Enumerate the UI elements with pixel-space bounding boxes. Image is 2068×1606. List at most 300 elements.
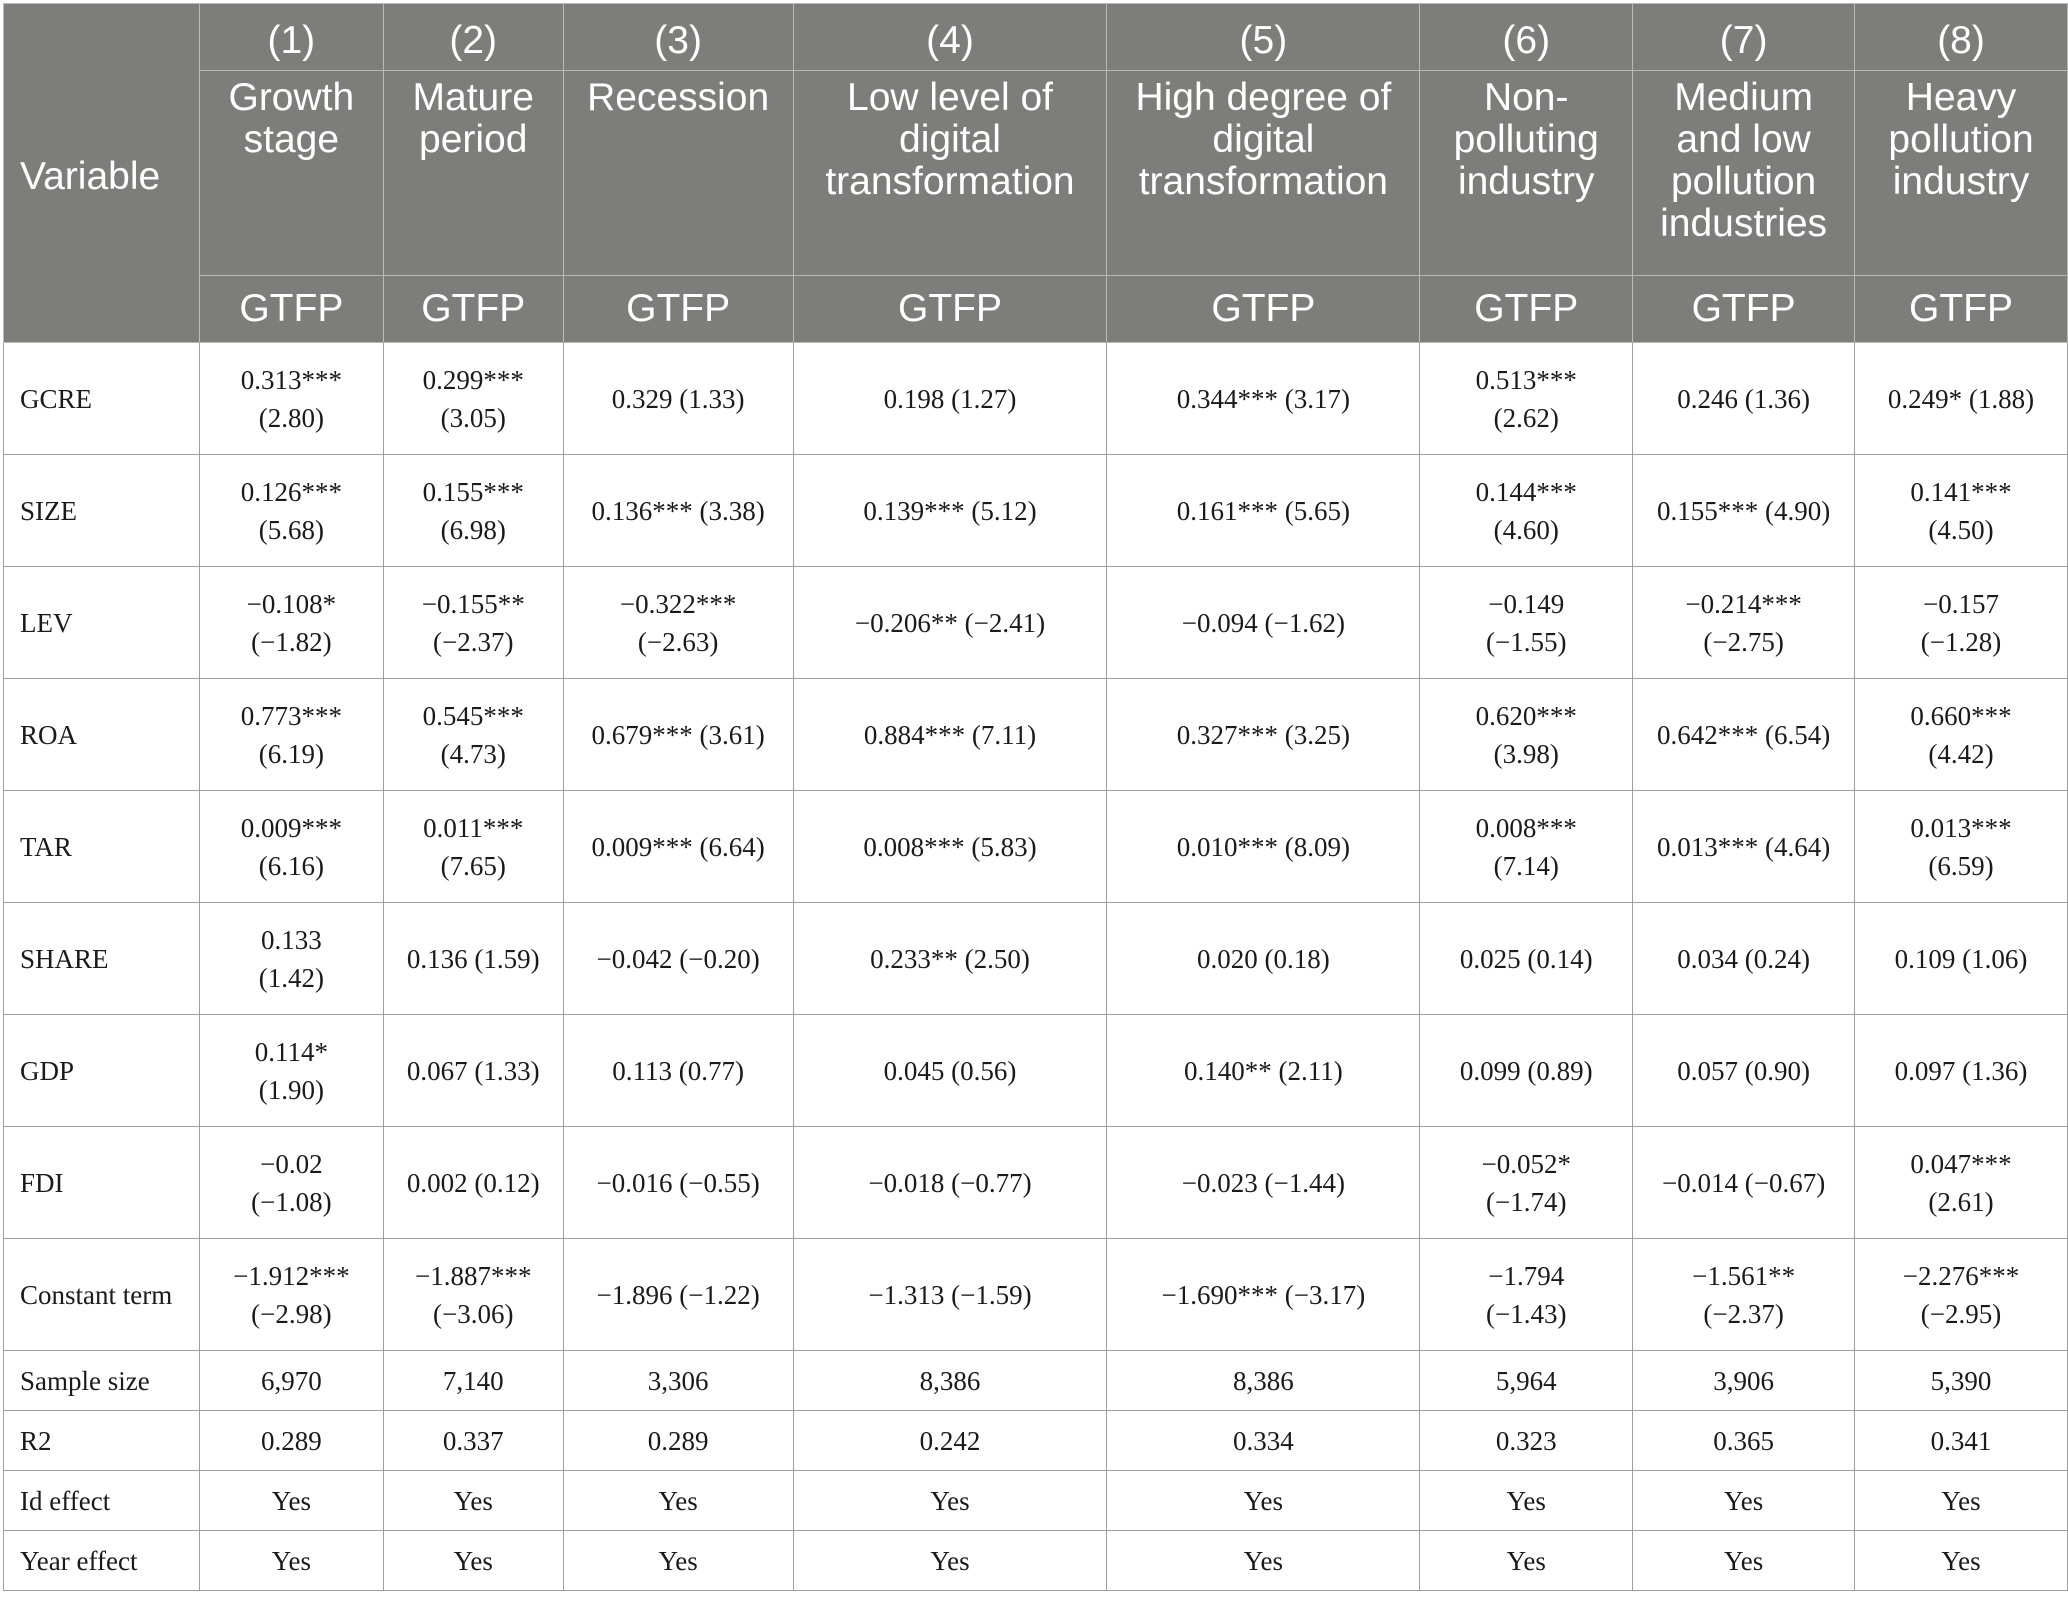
column-number: (8) bbox=[1855, 4, 2068, 71]
table-row bbox=[4, 1239, 2068, 1351]
coefficient-value: 0.057 bbox=[1677, 1055, 1738, 1086]
t-statistic: (0.89) bbox=[1527, 1055, 1593, 1086]
coefficient-cell bbox=[383, 567, 563, 679]
coefficient-cell bbox=[1107, 1015, 1420, 1127]
t-statistic: (0.77) bbox=[678, 1055, 744, 1086]
t-statistic: (4.60) bbox=[1493, 514, 1559, 545]
coefficient-cell bbox=[563, 567, 793, 679]
t-statistic: (1.36) bbox=[1744, 383, 1810, 414]
t-statistic: (6.19) bbox=[258, 738, 324, 769]
coefficient-value: 0.161*** bbox=[1176, 495, 1278, 526]
statistic-value: Yes bbox=[793, 1531, 1107, 1591]
t-statistic: (7.14) bbox=[1493, 850, 1559, 881]
t-statistic: (−1.74) bbox=[1485, 1186, 1567, 1217]
t-statistic: (3.05) bbox=[440, 402, 506, 433]
variable-name: FDI bbox=[4, 1127, 200, 1239]
t-statistic: (−3.06) bbox=[432, 1298, 514, 1329]
coefficient-cell bbox=[199, 567, 383, 679]
t-statistic: (−0.67) bbox=[1744, 1167, 1826, 1198]
coefficient-value: 0.155*** bbox=[422, 476, 524, 507]
coefficient-value: 0.034 bbox=[1677, 943, 1738, 974]
t-statistic: (4.90) bbox=[1764, 495, 1831, 526]
statistic-value: Yes bbox=[1633, 1471, 1855, 1531]
dependent-variable: GTFP bbox=[1107, 276, 1420, 343]
t-statistic: (2.61) bbox=[1928, 1186, 1994, 1217]
variable-name: TAR bbox=[4, 791, 200, 903]
t-statistic: (−2.37) bbox=[432, 626, 514, 657]
t-statistic: (1.36) bbox=[1962, 1055, 2028, 1086]
coefficient-cell bbox=[1107, 343, 1420, 455]
coefficient-cell bbox=[793, 1239, 1107, 1351]
statistic-value: 5,964 bbox=[1420, 1351, 1633, 1411]
coefficient-cell bbox=[383, 679, 563, 791]
coefficient-cell bbox=[1855, 567, 2068, 679]
t-statistic: (5.12) bbox=[971, 495, 1037, 526]
coefficient-value: 0.329 bbox=[611, 383, 673, 414]
coefficient-value: −0.149 bbox=[1488, 588, 1565, 619]
coefficient-value: 0.010*** bbox=[1176, 831, 1278, 862]
t-statistic: (2.11) bbox=[1278, 1055, 1343, 1086]
coefficient-cell bbox=[1107, 455, 1420, 567]
statistic-value: 7,140 bbox=[383, 1351, 563, 1411]
coefficient-value: 0.233** bbox=[870, 943, 958, 974]
statistic-value: 3,906 bbox=[1633, 1351, 1855, 1411]
t-statistic: (5.68) bbox=[258, 514, 324, 545]
t-statistic: (7.11) bbox=[971, 719, 1037, 750]
t-statistic: (−3.17) bbox=[1284, 1279, 1366, 1310]
t-statistic: (0.14) bbox=[1527, 943, 1593, 974]
coefficient-value: −0.042 bbox=[596, 943, 673, 974]
column-label: Mature period bbox=[383, 71, 563, 276]
coefficient-cell bbox=[199, 343, 383, 455]
column-label: Recession bbox=[563, 71, 793, 276]
t-statistic: (1.42) bbox=[258, 962, 324, 993]
coefficient-cell bbox=[1633, 791, 1855, 903]
coefficient-value: 0.136 bbox=[406, 943, 468, 974]
statistic-name: R2 bbox=[4, 1411, 200, 1471]
column-number: (1) bbox=[199, 4, 383, 71]
coefficient-cell bbox=[793, 343, 1107, 455]
table-row bbox=[4, 1351, 2068, 1411]
column-number: (7) bbox=[1633, 4, 1855, 71]
statistic-value: 0.341 bbox=[1855, 1411, 2068, 1471]
coefficient-value: −0.322*** bbox=[619, 588, 737, 619]
dependent-variable: GTFP bbox=[563, 276, 793, 343]
coefficient-cell bbox=[1633, 679, 1855, 791]
statistic-value: Yes bbox=[1855, 1531, 2068, 1591]
coefficient-cell bbox=[383, 1127, 563, 1239]
column-label: Low level of digital transformation bbox=[793, 71, 1107, 276]
dependent-variable: GTFP bbox=[793, 276, 1107, 343]
coefficient-value: 0.642*** bbox=[1656, 719, 1759, 750]
coefficient-cell bbox=[1420, 1015, 1633, 1127]
coefficient-value: 0.109 bbox=[1894, 943, 1956, 974]
coefficient-cell bbox=[199, 903, 383, 1015]
coefficient-value: 0.299*** bbox=[422, 364, 524, 395]
statistic-value: Yes bbox=[199, 1531, 383, 1591]
coefficient-cell bbox=[199, 1015, 383, 1127]
table-body bbox=[4, 343, 2068, 1591]
t-statistic: (6.98) bbox=[440, 514, 506, 545]
coefficient-value: 0.011*** bbox=[423, 812, 524, 843]
coefficient-value: 0.249* bbox=[1887, 383, 1963, 414]
coefficient-value: −0.157 bbox=[1923, 588, 2000, 619]
statistic-value: 3,306 bbox=[563, 1351, 793, 1411]
statistic-value: Yes bbox=[1633, 1531, 1855, 1591]
t-statistic: (5.83) bbox=[971, 831, 1037, 862]
coefficient-cell bbox=[199, 1127, 383, 1239]
variable-name: LEV bbox=[4, 567, 200, 679]
statistic-value: 0.289 bbox=[563, 1411, 793, 1471]
t-statistic: (7.65) bbox=[440, 850, 506, 881]
table-row bbox=[4, 1411, 2068, 1471]
variable-name: SIZE bbox=[4, 455, 200, 567]
statistic-value: 0.323 bbox=[1420, 1411, 1633, 1471]
coefficient-cell bbox=[1420, 903, 1633, 1015]
table-row bbox=[4, 1531, 2068, 1591]
variable-name: GCRE bbox=[4, 343, 200, 455]
coefficient-cell bbox=[1107, 903, 1420, 1015]
statistic-value: 0.337 bbox=[383, 1411, 563, 1471]
t-statistic: (−2.41) bbox=[964, 607, 1046, 638]
coefficient-cell bbox=[1633, 567, 1855, 679]
t-statistic: (8.09) bbox=[1284, 831, 1350, 862]
coefficient-value: −0.094 bbox=[1181, 607, 1258, 638]
variable-name: ROA bbox=[4, 679, 200, 791]
statistic-value: 0.334 bbox=[1107, 1411, 1420, 1471]
coefficient-value: 0.009*** bbox=[240, 812, 342, 843]
header-row-labels bbox=[4, 71, 2068, 276]
t-statistic: (0.56) bbox=[951, 1055, 1017, 1086]
variable-name: Constant term bbox=[4, 1239, 200, 1351]
coefficient-cell bbox=[1420, 791, 1633, 903]
coefficient-cell bbox=[1633, 1239, 1855, 1351]
t-statistic: (3.38) bbox=[699, 495, 765, 526]
statistic-value: 0.365 bbox=[1633, 1411, 1855, 1471]
coefficient-value: 0.513*** bbox=[1475, 364, 1577, 395]
table-header bbox=[4, 4, 2068, 343]
coefficient-value: 0.002 bbox=[406, 1167, 468, 1198]
coefficient-value: 0.013*** bbox=[1910, 812, 2012, 843]
coefficient-cell bbox=[383, 343, 563, 455]
coefficient-value: −0.016 bbox=[596, 1167, 673, 1198]
t-statistic: (1.27) bbox=[951, 383, 1017, 414]
coefficient-cell bbox=[1420, 455, 1633, 567]
coefficient-cell bbox=[793, 679, 1107, 791]
coefficient-cell bbox=[1107, 567, 1420, 679]
coefficient-cell bbox=[383, 455, 563, 567]
table-row bbox=[4, 903, 2068, 1015]
dependent-variable: GTFP bbox=[383, 276, 563, 343]
column-label: Heavy pollution industry bbox=[1855, 71, 2068, 276]
statistic-value: Yes bbox=[199, 1471, 383, 1531]
coefficient-value: 0.025 bbox=[1459, 943, 1521, 974]
header-row-numbers bbox=[4, 4, 2068, 71]
t-statistic: (1.59) bbox=[474, 943, 540, 974]
statistic-value: Yes bbox=[793, 1471, 1107, 1531]
coefficient-value: 0.620*** bbox=[1475, 700, 1577, 731]
dependent-variable: GTFP bbox=[199, 276, 383, 343]
coefficient-cell bbox=[1855, 1239, 2068, 1351]
coefficient-cell bbox=[563, 1239, 793, 1351]
statistic-value: 0.289 bbox=[199, 1411, 383, 1471]
coefficient-value: −2.276*** bbox=[1902, 1260, 2020, 1291]
coefficient-value: 0.198 bbox=[883, 383, 945, 414]
column-label: Medium and low pollution industries bbox=[1633, 71, 1855, 276]
t-statistic: (6.59) bbox=[1928, 850, 1994, 881]
t-statistic: (3.98) bbox=[1493, 738, 1559, 769]
table-row bbox=[4, 679, 2068, 791]
coefficient-cell bbox=[1855, 1127, 2068, 1239]
t-statistic: (6.54) bbox=[1764, 719, 1831, 750]
coefficient-value: 0.327*** bbox=[1176, 719, 1278, 750]
t-statistic: (0.90) bbox=[1744, 1055, 1810, 1086]
coefficient-cell bbox=[563, 791, 793, 903]
column-number: (4) bbox=[793, 4, 1107, 71]
t-statistic: (−2.98) bbox=[251, 1298, 332, 1329]
coefficient-cell bbox=[793, 567, 1107, 679]
coefficient-cell bbox=[1633, 455, 1855, 567]
coefficient-cell bbox=[199, 791, 383, 903]
coefficient-value: 0.045 bbox=[883, 1055, 945, 1086]
t-statistic: (2.50) bbox=[964, 943, 1030, 974]
t-statistic: (−1.59) bbox=[951, 1279, 1032, 1310]
t-statistic: (0.24) bbox=[1744, 943, 1810, 974]
coefficient-cell bbox=[383, 1015, 563, 1127]
statistic-name: Year effect bbox=[4, 1531, 200, 1591]
coefficient-value: 0.545*** bbox=[422, 700, 524, 731]
coefficient-value: 0.067 bbox=[406, 1055, 468, 1086]
table-row bbox=[4, 791, 2068, 903]
statistic-value: Yes bbox=[1420, 1531, 1633, 1591]
coefficient-cell bbox=[1855, 455, 2068, 567]
column-number: (5) bbox=[1107, 4, 1420, 71]
statistic-value: 8,386 bbox=[793, 1351, 1107, 1411]
coefficient-value: 0.114* bbox=[254, 1036, 328, 1067]
statistic-name: Sample size bbox=[4, 1351, 200, 1411]
t-statistic: (−1.55) bbox=[1485, 626, 1567, 657]
statistic-value: 5,390 bbox=[1855, 1351, 2068, 1411]
coefficient-value: −1.912*** bbox=[233, 1260, 350, 1291]
table-row bbox=[4, 567, 2068, 679]
t-statistic: (−1.43) bbox=[1485, 1298, 1567, 1329]
statistic-name: Id effect bbox=[4, 1471, 200, 1531]
coefficient-cell bbox=[1420, 1239, 1633, 1351]
coefficient-cell bbox=[1855, 343, 2068, 455]
coefficient-value: 0.344*** bbox=[1176, 383, 1278, 414]
coefficient-cell bbox=[793, 1127, 1107, 1239]
coefficient-value: −1.561** bbox=[1692, 1260, 1796, 1291]
t-statistic: (−1.22) bbox=[679, 1279, 760, 1310]
t-statistic: (−1.44) bbox=[1264, 1167, 1345, 1198]
coefficient-cell bbox=[1855, 791, 2068, 903]
statistic-value: 8,386 bbox=[1107, 1351, 1420, 1411]
statistic-value: Yes bbox=[563, 1531, 793, 1591]
coefficient-value: −0.018 bbox=[868, 1167, 945, 1198]
coefficient-value: 0.047*** bbox=[1910, 1148, 2012, 1179]
coefficient-value: 0.008*** bbox=[863, 831, 965, 862]
coefficient-value: 0.136*** bbox=[591, 495, 693, 526]
coefficient-value: 0.139*** bbox=[863, 495, 965, 526]
variable-name: GDP bbox=[4, 1015, 200, 1127]
coefficient-cell bbox=[199, 679, 383, 791]
coefficient-value: −0.214*** bbox=[1685, 588, 1802, 619]
table-row bbox=[4, 455, 2068, 567]
coefficient-cell bbox=[563, 455, 793, 567]
t-statistic: (2.80) bbox=[258, 402, 324, 433]
t-statistic: (3.61) bbox=[699, 719, 765, 750]
coefficient-value: 0.009*** bbox=[591, 831, 693, 862]
regression-table bbox=[3, 3, 2068, 1591]
coefficient-cell bbox=[563, 1127, 793, 1239]
dependent-variable: GTFP bbox=[1855, 276, 2068, 343]
t-statistic: (4.50) bbox=[1928, 514, 1994, 545]
coefficient-value: 0.013*** bbox=[1656, 831, 1759, 862]
table-row bbox=[4, 1471, 2068, 1531]
column-label: High degree of digital transformation bbox=[1107, 71, 1420, 276]
coefficient-cell bbox=[563, 343, 793, 455]
coefficient-cell bbox=[199, 1239, 383, 1351]
t-statistic: (−1.82) bbox=[251, 626, 332, 657]
coefficient-value: 0.113 bbox=[612, 1055, 672, 1086]
column-number: (2) bbox=[383, 4, 563, 71]
coefficient-cell bbox=[1633, 1015, 1855, 1127]
coefficient-value: −0.052* bbox=[1481, 1148, 1571, 1179]
coefficient-value: 0.246 bbox=[1677, 383, 1738, 414]
t-statistic: (−2.95) bbox=[1920, 1298, 2002, 1329]
coefficient-cell bbox=[1420, 679, 1633, 791]
t-statistic: (−2.63) bbox=[637, 626, 719, 657]
t-statistic: (−0.55) bbox=[679, 1167, 760, 1198]
column-label: Non-polluting industry bbox=[1420, 71, 1633, 276]
coefficient-value: −0.02 bbox=[260, 1148, 323, 1179]
t-statistic: (−0.77) bbox=[951, 1167, 1032, 1198]
coefficient-value: 0.133 bbox=[260, 924, 322, 955]
coefficient-cell bbox=[563, 1015, 793, 1127]
coefficient-cell bbox=[1633, 1127, 1855, 1239]
t-statistic: (−0.20) bbox=[679, 943, 760, 974]
coefficient-value: 0.140** bbox=[1183, 1055, 1272, 1086]
t-statistic: (1.90) bbox=[258, 1074, 324, 1105]
coefficient-value: 0.099 bbox=[1459, 1055, 1521, 1086]
t-statistic: (1.06) bbox=[1962, 943, 2028, 974]
coefficient-cell bbox=[1855, 1015, 2068, 1127]
t-statistic: (4.73) bbox=[440, 738, 506, 769]
t-statistic: (1.33) bbox=[474, 1055, 540, 1086]
header-row-dependent bbox=[4, 276, 2068, 343]
coefficient-value: −1.887*** bbox=[414, 1260, 532, 1291]
column-label: Growth stage bbox=[199, 71, 383, 276]
coefficient-value: −0.206** bbox=[854, 607, 958, 638]
t-statistic: (−1.08) bbox=[251, 1186, 332, 1217]
t-statistic: (6.64) bbox=[699, 831, 765, 862]
variable-name: SHARE bbox=[4, 903, 200, 1015]
coefficient-cell bbox=[383, 791, 563, 903]
statistic-value: Yes bbox=[563, 1471, 793, 1531]
coefficient-value: −0.023 bbox=[1181, 1167, 1258, 1198]
t-statistic: (1.88) bbox=[1968, 383, 2035, 414]
coefficient-value: 0.884*** bbox=[863, 719, 966, 750]
coefficient-value: 0.097 bbox=[1894, 1055, 1956, 1086]
table-row bbox=[4, 1015, 2068, 1127]
coefficient-cell bbox=[199, 455, 383, 567]
coefficient-cell bbox=[1633, 903, 1855, 1015]
statistic-value: Yes bbox=[1420, 1471, 1633, 1531]
statistic-value: 6,970 bbox=[199, 1351, 383, 1411]
coefficient-cell bbox=[1855, 903, 2068, 1015]
t-statistic: (0.18) bbox=[1264, 943, 1330, 974]
table-row bbox=[4, 343, 2068, 455]
t-statistic: (−1.62) bbox=[1264, 607, 1345, 638]
coefficient-cell bbox=[1420, 343, 1633, 455]
t-statistic: (3.17) bbox=[1284, 383, 1350, 414]
coefficient-cell bbox=[563, 903, 793, 1015]
statistic-value: 0.242 bbox=[793, 1411, 1107, 1471]
t-statistic: (1.33) bbox=[679, 383, 745, 414]
t-statistic: (0.12) bbox=[474, 1167, 540, 1198]
t-statistic: (4.42) bbox=[1928, 738, 1994, 769]
coefficient-cell bbox=[1633, 343, 1855, 455]
coefficient-cell bbox=[793, 903, 1107, 1015]
coefficient-value: −0.014 bbox=[1662, 1167, 1738, 1198]
coefficient-value: −0.155** bbox=[421, 588, 525, 619]
dependent-variable: GTFP bbox=[1420, 276, 1633, 343]
coefficient-cell bbox=[1107, 679, 1420, 791]
t-statistic: (4.64) bbox=[1764, 831, 1831, 862]
coefficient-cell bbox=[793, 1015, 1107, 1127]
coefficient-value: 0.126*** bbox=[240, 476, 342, 507]
coefficient-value: −1.313 bbox=[868, 1279, 945, 1310]
coefficient-cell bbox=[1420, 567, 1633, 679]
coefficient-cell bbox=[793, 791, 1107, 903]
coefficient-value: 0.773*** bbox=[240, 700, 342, 731]
coefficient-value: −1.794 bbox=[1488, 1260, 1565, 1291]
coefficient-value: 0.008*** bbox=[1475, 812, 1577, 843]
coefficient-cell bbox=[1107, 791, 1420, 903]
coefficient-value: 0.020 bbox=[1196, 943, 1258, 974]
coefficient-cell bbox=[1855, 679, 2068, 791]
statistic-value: Yes bbox=[383, 1471, 563, 1531]
coefficient-value: 0.144*** bbox=[1475, 476, 1577, 507]
t-statistic: (3.25) bbox=[1284, 719, 1350, 750]
coefficient-value: 0.155*** bbox=[1656, 495, 1759, 526]
coefficient-value: −1.690*** bbox=[1161, 1279, 1278, 1310]
statistic-value: Yes bbox=[1855, 1471, 2068, 1531]
coefficient-value: −0.108* bbox=[246, 588, 337, 619]
coefficient-cell bbox=[1107, 1127, 1420, 1239]
dependent-variable: GTFP bbox=[1633, 276, 1855, 343]
statistic-value: Yes bbox=[1107, 1531, 1420, 1591]
variable-header: Variable bbox=[4, 4, 200, 343]
coefficient-cell bbox=[1107, 1239, 1420, 1351]
statistic-value: Yes bbox=[1107, 1471, 1420, 1531]
t-statistic: (−2.75) bbox=[1703, 626, 1784, 657]
column-number: (3) bbox=[563, 4, 793, 71]
t-statistic: (−2.37) bbox=[1703, 1298, 1784, 1329]
statistic-value: Yes bbox=[383, 1531, 563, 1591]
t-statistic: (2.62) bbox=[1493, 402, 1559, 433]
coefficient-value: 0.141*** bbox=[1910, 476, 2012, 507]
coefficient-cell bbox=[383, 903, 563, 1015]
coefficient-value: 0.660*** bbox=[1910, 700, 2012, 731]
t-statistic: (−1.28) bbox=[1920, 626, 2002, 657]
t-statistic: (6.16) bbox=[258, 850, 324, 881]
coefficient-value: −1.896 bbox=[596, 1279, 673, 1310]
coefficient-value: 0.679*** bbox=[591, 719, 693, 750]
coefficient-cell bbox=[793, 455, 1107, 567]
coefficient-cell bbox=[1420, 1127, 1633, 1239]
t-statistic: (5.65) bbox=[1284, 495, 1350, 526]
